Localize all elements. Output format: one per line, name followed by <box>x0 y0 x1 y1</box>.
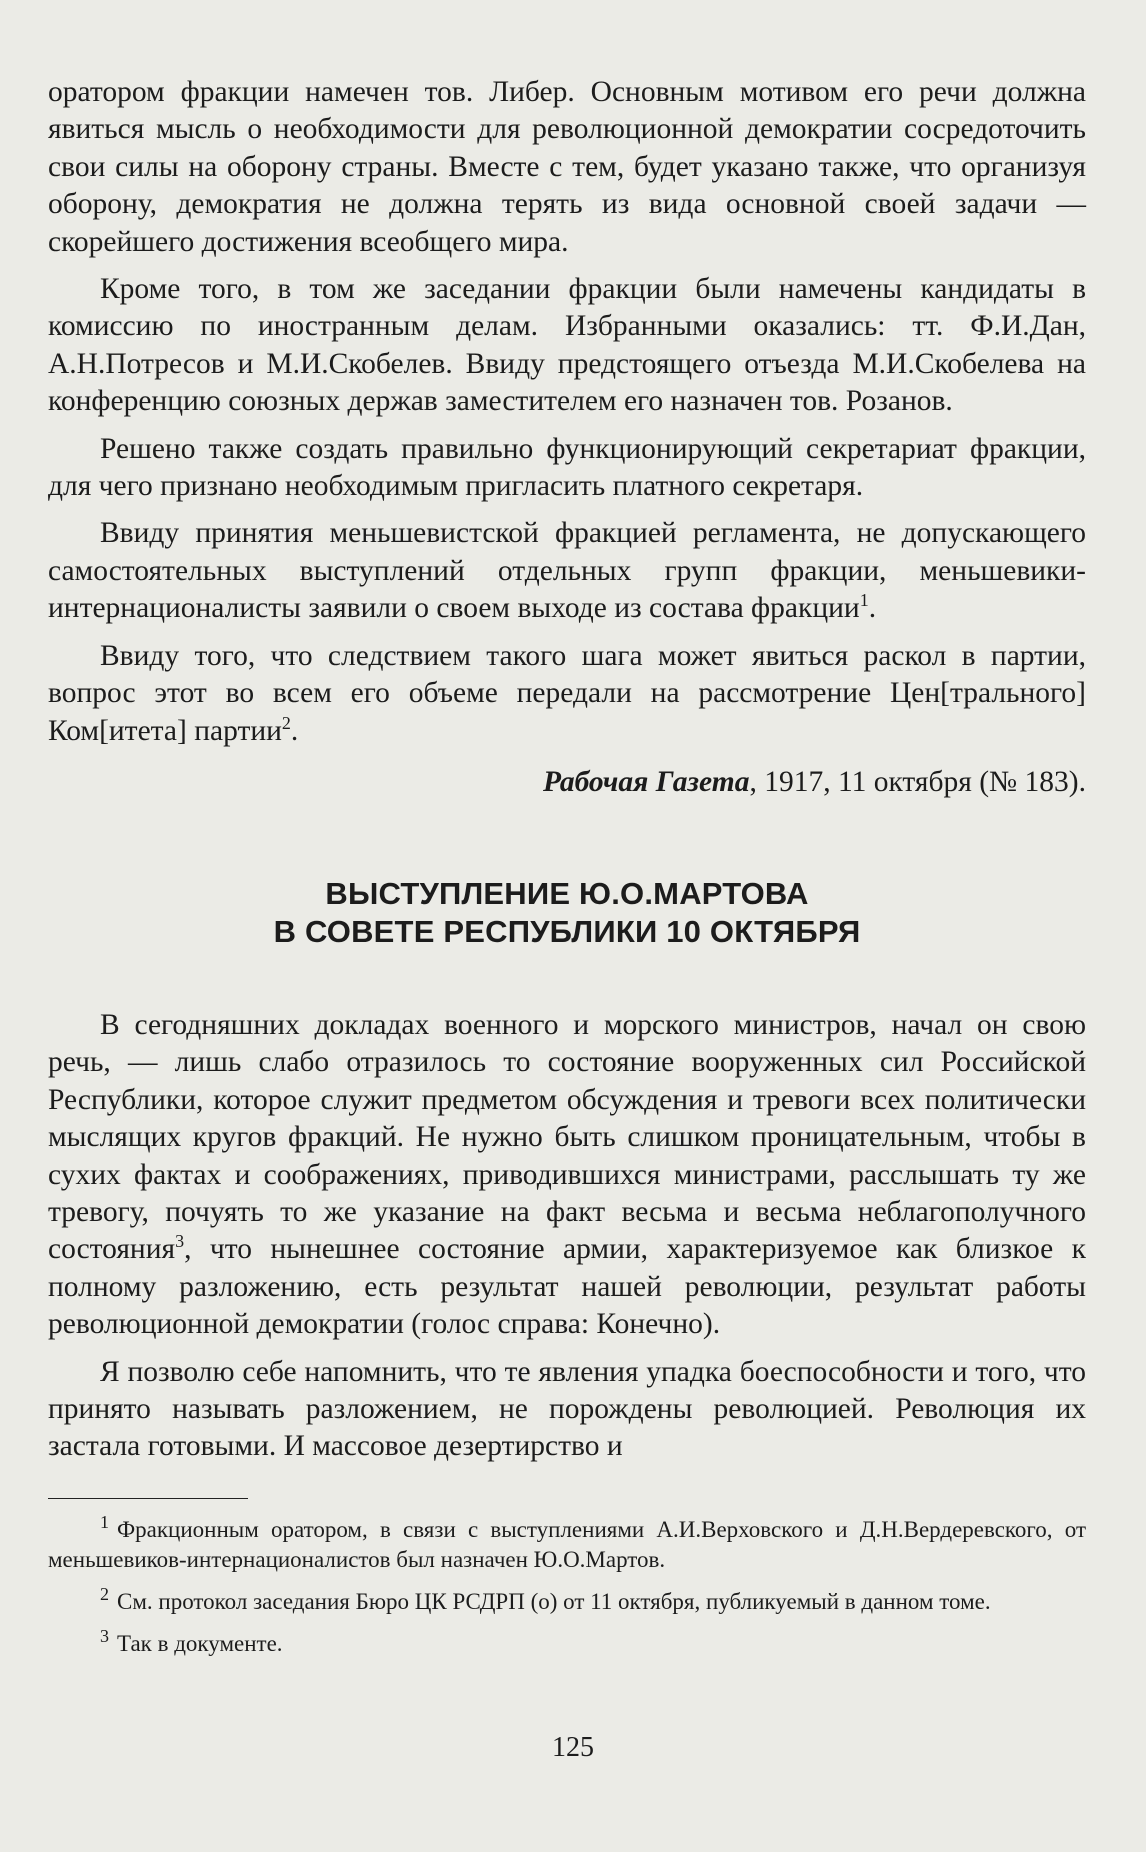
paragraph-split <box>48 638 1086 750</box>
paragraph-internationalists-text: Ввиду принятия меньшевистской фракцией регламента, не допускающего самостоятельных выступлений отдельных групп фракции, меньшевики-интернационалисты заявили о своем выходе из состава фракции <box>48 517 1086 625</box>
footnote-ref-1: 1 <box>859 590 869 611</box>
footnote-3 <box>48 1626 1086 1659</box>
paragraph-continuation: оратором фракции намечен тов. Либер. Основным мотивом его речи должна явиться мысль о необходимости для революционной демократии сосредоточить свои силы на оборону страны. Вместе с тем, будет указано также, что организуя оборону, демократия не должна терять из вида основной своей задачи — скорейшего достижения всеобщего мира. <box>48 76 1086 258</box>
source-details: , 1917, 11 октября (№ 183). <box>749 765 1086 798</box>
speech-paragraph-1-text-b: , что нынешнее состояние армии, характеризуемое как близкое к полному разложению, есть результат нашей революции, результат работы революционной демократии (голос справа: Конечно). <box>48 1233 1086 1341</box>
paragraph-internationalists-end: . <box>868 592 877 625</box>
footnote-2-mark: 2 <box>100 1584 109 1605</box>
footnote-ref-2: 2 <box>281 712 291 733</box>
speech-paragraph-2: Я позволю себе напомнить, что те явления упадка боеспособности и того, что принято называть разложением, не порождены революцией. Революция их застала готовыми. И массовое дезертирство и <box>48 1355 1086 1463</box>
footnote-1 <box>48 1512 1086 1575</box>
footnote-ref-3: 3 <box>175 1231 185 1252</box>
headline-line-1: ВЫСТУПЛЕНИЕ Ю.О.МАРТОВА <box>325 875 809 911</box>
newspaper-name: Рабочая Газета <box>542 765 750 798</box>
footnote-1-text: Фракционным оратором, в связи с выступлениями А.И.Верховского и Д.Н.Вердеревского, от меньшевиков-интернационалистов был назначен Ю.О.Мартов. <box>48 1516 1086 1572</box>
footnote-3-text: Так в документе. <box>117 1630 283 1656</box>
page-number: 125 <box>552 1732 594 1763</box>
paragraph-internationalists <box>48 515 1086 627</box>
paragraph-split-text: Ввиду того, что следствием такого шага может явиться раскол в партии, вопрос этот во всем его объеме передали на рассмотрение Цен[трального] Ком[итета] партии <box>48 639 1086 747</box>
source-citation <box>48 764 1086 801</box>
footnote-2 <box>48 1584 1086 1617</box>
footnote-1-mark: 1 <box>100 1512 109 1533</box>
headline-line-2: В СОВЕТЕ РЕСПУБЛИКИ 10 ОКТЯБРЯ <box>273 913 861 949</box>
paragraph-split-end: . <box>290 714 299 747</box>
paragraph-commission: Кроме того, в том же заседании фракции были намечены кандидаты в комиссию по иностранным делам. Избранными оказались: тт. Ф.И.Дан, А.Н.Потресов и М.И.Скобелев. Ввиду предстоящего отъезда М.И.Скобелева на конференцию союзных держав заместителем его назначен тов. Розанов. <box>48 273 1086 418</box>
speech-paragraph-1-text-a: В сегодняшних докладах военного и морского министров, начал он свою речь, — лишь слабо отразилось то состояние вооруженных сил Российской Республики, которое служит предметом обсуждения и тревоги всех политически мыслящих кругов фракций. Не нужно быть слишком проницательным, чтобы в сухих фактах и соображениях, приводившихся министрами, расслышать ту же тревогу, почуять то же указание на факт весьма и весьма неблагополучного состояния <box>48 1008 1086 1266</box>
footnote-3-mark: 3 <box>100 1626 109 1647</box>
article-headline <box>48 875 1086 951</box>
paragraph-secretariat: Решено также создать правильно функционирующий секретариат фракции, для чего признано необходимым пригласить платного секретаря. <box>48 432 1086 503</box>
speech-paragraph-1 <box>48 1007 1086 1344</box>
footnote-divider <box>48 1498 248 1499</box>
footnote-2-text: См. протокол заседания Бюро ЦК РСДРП (о) от 11 октября, публикуемый в данном томе. <box>117 1588 991 1614</box>
